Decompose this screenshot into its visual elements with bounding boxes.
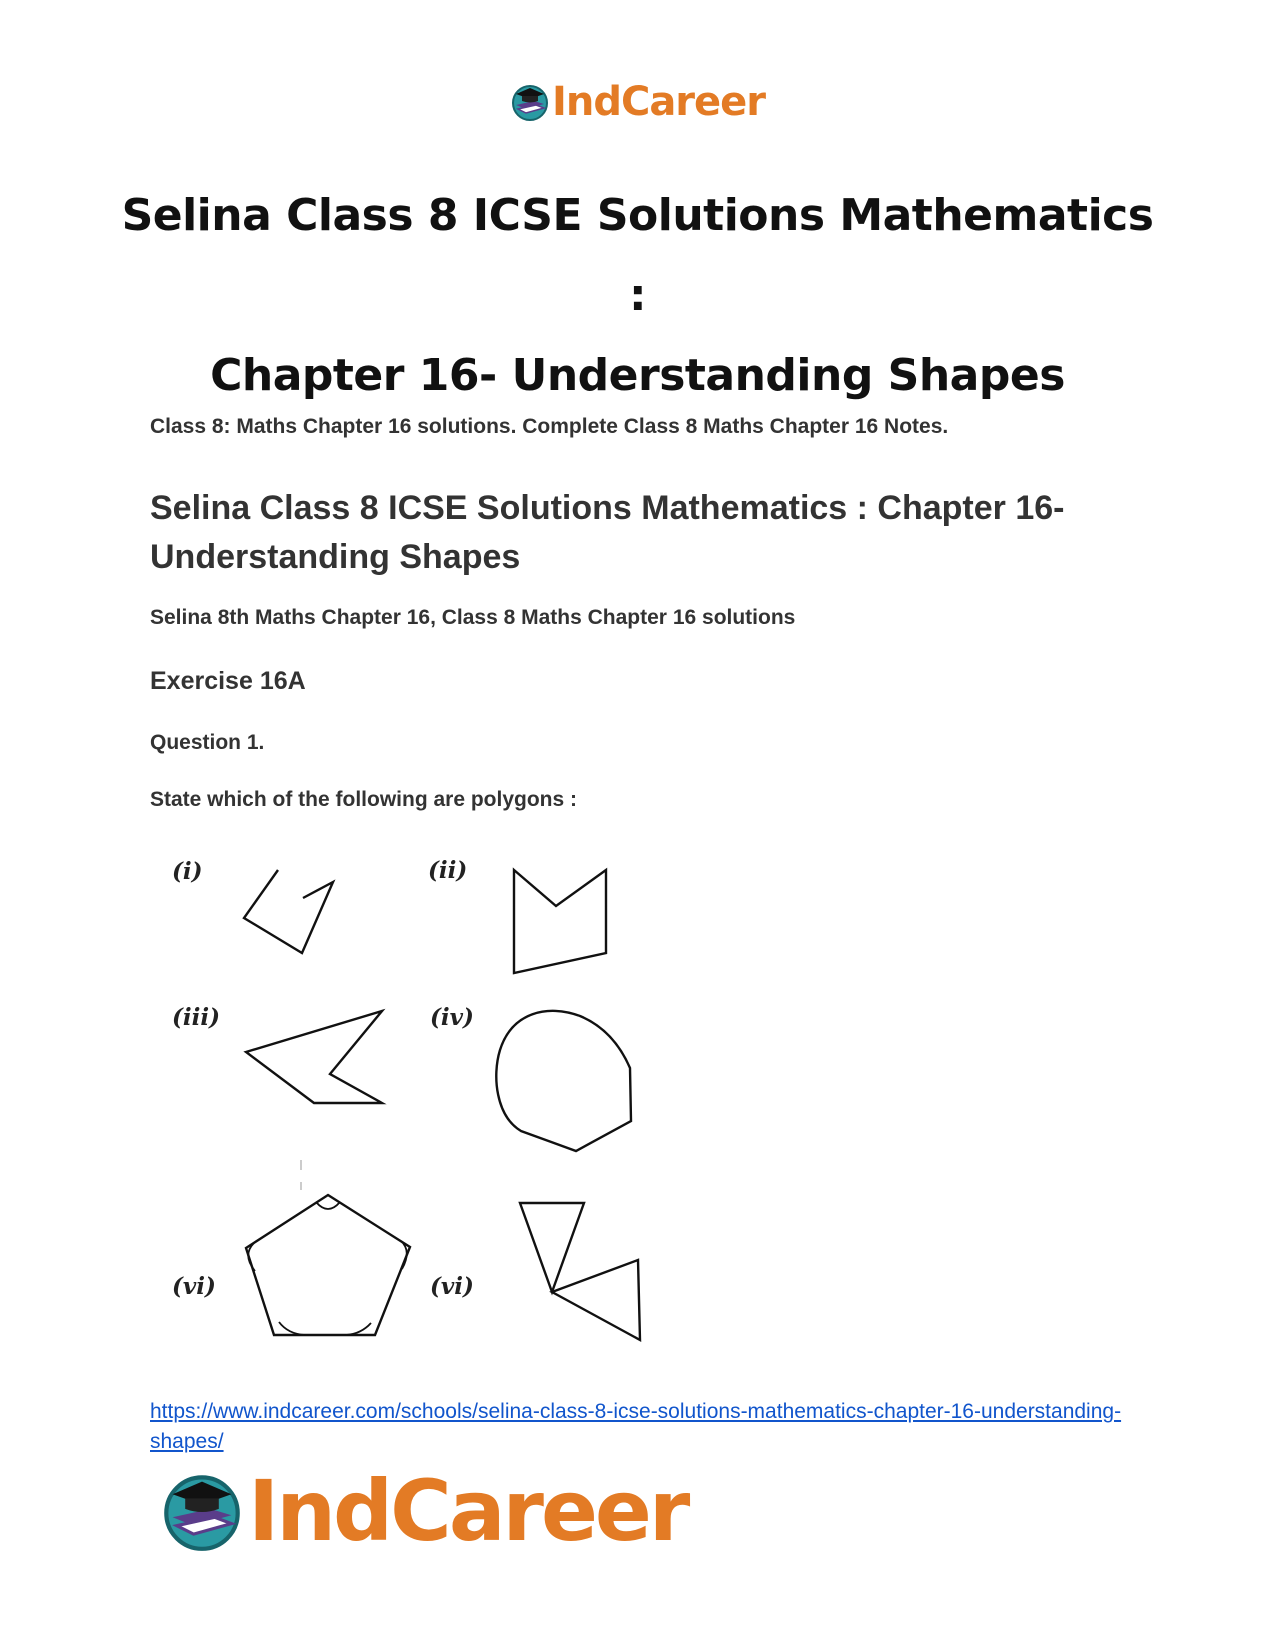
figure-label-v: (vi) [172, 1273, 216, 1300]
page-title-line-2: Chapter 16- Understanding Shapes [210, 350, 1065, 401]
page-title-line-1: Selina Class 8 ICSE Solutions Mathematics : [121, 190, 1154, 321]
graduation-cap-globe-icon [160, 1469, 244, 1553]
shape-v-pentagon [246, 1160, 410, 1335]
subtitle-text: Selina 8th Maths Chapter 16, Class 8 Maths Chapter 16 solutions [150, 606, 796, 629]
figure-label-ii: (ii) [428, 857, 468, 884]
question-prompt: State which of the following are polygons : [150, 788, 578, 811]
figure-label-iii: (iii) [172, 1004, 220, 1031]
polygon-figure [150, 840, 670, 1350]
intro-text: Class 8: Maths Chapter 16 solutions. Complete Class 8 Maths Chapter 16 Notes. [150, 415, 949, 438]
figure-label-i: (i) [172, 858, 203, 885]
section-title: Selina Class 8 ICSE Solutions Mathematics : Chapter 16- Understanding Shapes [150, 489, 1065, 576]
figure-label-vi: (vi) [430, 1273, 474, 1300]
source-url-link[interactable]: https://www.indcareer.com/schools/selina-class-8-icse-solutions-mathematics-chapter-16-understanding-shapes/ [150, 1400, 1122, 1453]
header-logo-text: IndCareer [551, 79, 766, 125]
shape-vi-two-triangles [520, 1203, 640, 1340]
shape-iv-curved-closed-figure [496, 1011, 631, 1151]
shape-iii-concave-quadrilateral [246, 1011, 382, 1103]
question-number: Question 1. [150, 731, 265, 754]
footer-logo-text: IndCareer [248, 1462, 688, 1560]
shape-ii-concave-pentagon [514, 870, 606, 973]
footer-logo [160, 1462, 688, 1560]
figure-label-iv: (iv) [430, 1004, 474, 1031]
shape-i-open-figure [244, 870, 333, 953]
graduation-cap-globe-icon [510, 82, 550, 122]
header-logo [0, 80, 1275, 124]
exercise-heading: Exercise 16A [150, 667, 306, 695]
page-title [120, 176, 1155, 416]
